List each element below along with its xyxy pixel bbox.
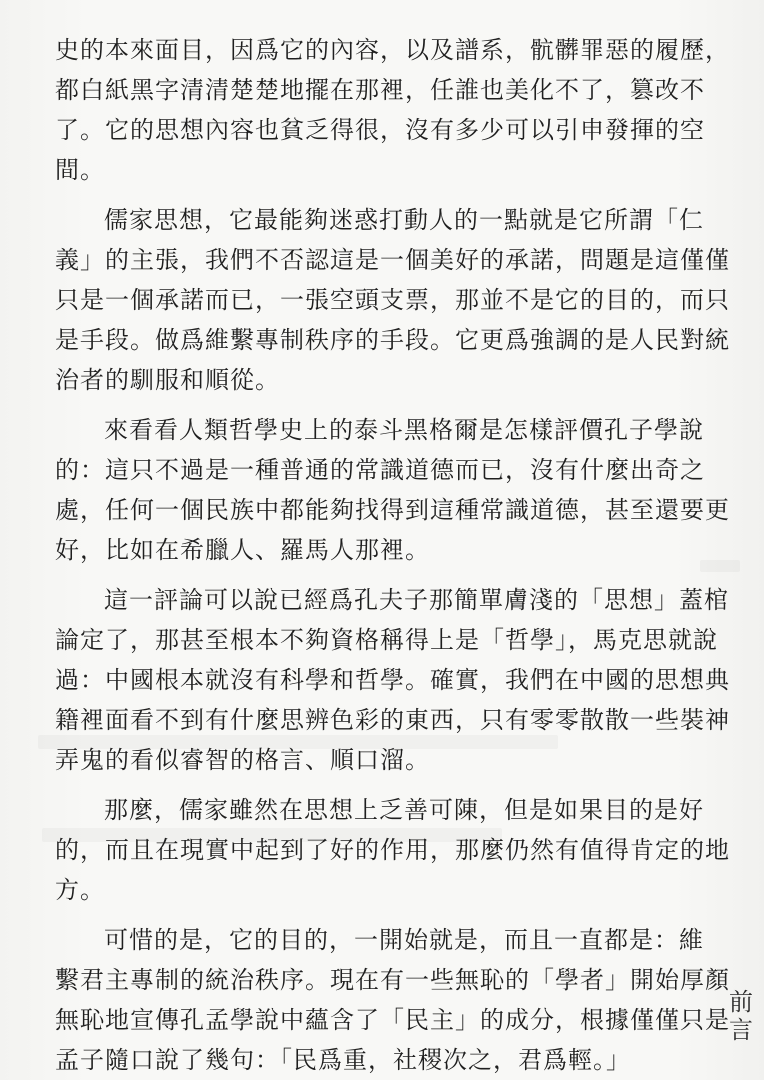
text-line: 都白紙黑字清清楚楚地擺在那裡，任誰也美化不了，篡改不	[55, 76, 705, 104]
paragraph	[55, 580, 730, 780]
text-line: 儒家思想，它最能夠迷惑打動人的一點就是它所謂「仁	[104, 206, 704, 234]
text-line: 這一評論可以說已經爲孔夫子那簡單膚淺的「思想」蓋棺	[104, 586, 729, 614]
text-line: 義」的主張，我們不否認這是一個美好的承諾，問題是這僅僅	[55, 246, 730, 274]
text-line: 籍裡面看不到有什麼思辨色彩的東西，只有零零散散一些裝神	[55, 706, 730, 734]
text-line: 論定了，那甚至根本不夠資格稱得上是「哲學」，馬克思就說	[55, 626, 718, 654]
text-line: 是手段。做爲維繫專制秩序的手段。它更爲強調的是人民對統	[55, 326, 730, 354]
paragraph	[55, 410, 730, 570]
text-line: 的，而且在現實中起到了好的作用，那麼仍然有值得肯定的地	[55, 836, 730, 864]
text-line: 史的本來面目，因爲它的內容，以及譜系，骯髒罪惡的履歷，	[55, 36, 730, 64]
text-line: 間。	[55, 156, 105, 184]
paragraph	[55, 920, 730, 1080]
text-line: 好，比如在希臘人、羅馬人那裡。	[55, 536, 430, 564]
paragraph	[55, 200, 730, 400]
text-line: 弄鬼的看似睿智的格言、順口溜。	[55, 746, 430, 774]
body-text	[55, 30, 730, 1080]
running-header-text: 前 言	[729, 988, 753, 1044]
paragraph	[55, 790, 730, 910]
text-line: 治者的馴服和順從。	[55, 366, 280, 394]
text-line: 的：這只不過是一種普通的常識道德而已，沒有什麼出奇之	[55, 456, 705, 484]
text-line: 來看看人類哲學史上的泰斗黑格爾是怎樣評價孔子學說	[104, 416, 704, 444]
text-line: 繫君主專制的統治秩序。現在有一些無恥的「學者」開始厚顏	[55, 966, 730, 994]
text-line: 可惜的是，它的目的，一開始就是，而且一直都是：維	[104, 926, 704, 954]
text-line: 處，任何一個民族中都能夠找得到這種常識道德，甚至還要更	[55, 496, 730, 524]
show-through-mark	[700, 560, 740, 572]
paragraph	[55, 30, 730, 190]
text-line: 了。它的思想內容也貧乏得很，沒有多少可以引申發揮的空	[55, 116, 705, 144]
text-line: 只是一個承諾而已，一張空頭支票，那並不是它的目的，而只	[55, 286, 730, 314]
text-line: 那麼，儒家雖然在思想上乏善可陳，但是如果目的是好	[104, 796, 704, 824]
text-line: 無恥地宣傳孔孟學說中蘊含了「民主」的成分，根據僅僅只是	[55, 1006, 730, 1034]
text-line: 方。	[55, 876, 105, 904]
text-line: 過：中國根本就沒有科學和哲學。確實，我們在中國的思想典	[55, 666, 730, 694]
text-line: 孟子隨口說了幾句：「民爲重，社稷次之，君爲輕。」	[55, 1046, 631, 1074]
running-header	[727, 988, 755, 1044]
